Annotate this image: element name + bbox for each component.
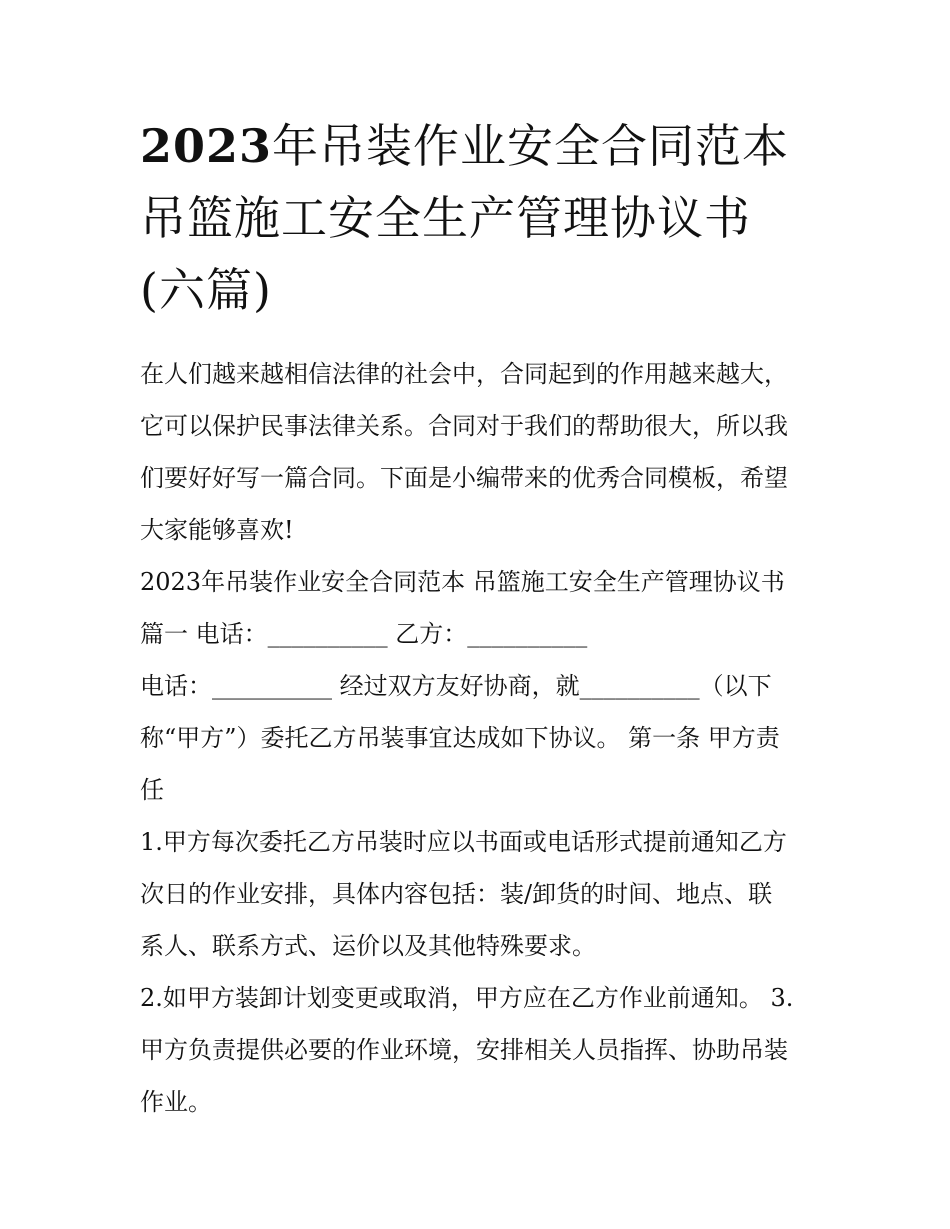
clause-2-paragraph	[140, 972, 820, 1128]
contract-fields-paragraph	[140, 608, 820, 816]
clause-line: 系人、联系方式、运价以及其他特殊要求。	[140, 932, 596, 960]
clause-line: 次日的作业安排，具体内容包括：装/卸货的时间、地点、联	[140, 880, 773, 908]
clause-line: 1.甲方每次委托乙方吊装时应以书面或电话形式提前通知乙方	[140, 828, 787, 856]
title-line-2: 吊篮施工安全生产管理协议书	[140, 191, 751, 245]
subtitle-paragraph	[140, 556, 820, 608]
title-line-1-text: 年吊装作业安全合同范本	[272, 119, 790, 173]
intro-line: 在人们越来越相信法律的社会中，合同起到的作用越来越大，	[140, 360, 788, 388]
fields-line: 篇一 电话：__________ 乙方：__________	[140, 620, 588, 648]
title-line-3: (六篇)	[140, 263, 272, 317]
title-line-1	[140, 110, 820, 182]
clause-1-paragraph	[140, 816, 820, 972]
fields-line: 任	[140, 776, 164, 804]
document-title	[140, 110, 820, 326]
document-page	[140, 110, 820, 1128]
subtitle-line: 2023年吊装作业安全合同范本 吊篮施工安全生产管理协议书	[140, 568, 785, 596]
intro-paragraph	[140, 348, 820, 556]
intro-line: 们要好好写一篇合同。下面是小编带来的优秀合同模板，希望	[140, 464, 788, 492]
clause-line: 甲方负责提供必要的作业环境，安排相关人员指挥、协助吊装	[140, 1036, 788, 1064]
clause-line: 2.如甲方装卸计划变更或取消，甲方应在乙方作业前通知。 3.	[140, 984, 794, 1012]
title-year: 2023	[140, 119, 273, 173]
fields-line: 电话：__________ 经过双方友好协商，就__________（以下	[140, 672, 772, 700]
intro-line: 大家能够喜欢!	[140, 516, 294, 544]
intro-line: 它可以保护民事法律关系。合同对于我们的帮助很大，所以我	[140, 412, 788, 440]
fields-line: 称“甲方”）委托乙方吊装事宜达成如下协议。 第一条 甲方责	[140, 724, 780, 752]
clause-line: 作业。	[140, 1088, 212, 1116]
